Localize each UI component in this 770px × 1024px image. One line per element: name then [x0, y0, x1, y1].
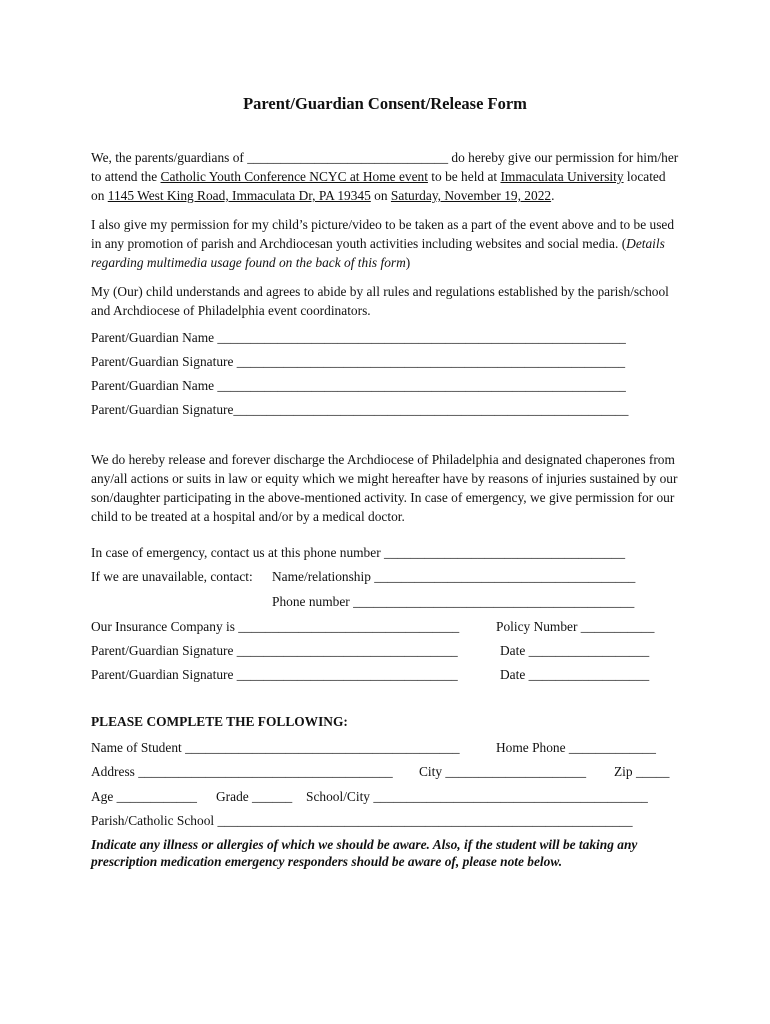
permission-text-2: to be held at: [427, 169, 501, 184]
policy-number-field[interactable]: Policy Number ___________: [496, 619, 655, 634]
age-field[interactable]: Age ____________: [91, 789, 198, 804]
media-details-note: Details regarding multimedia usage found on the back of this form: [91, 236, 665, 270]
illness-allergies-note: Indicate any illness or allergies of which we should be aware. Also, if the student will be taking any prescription medication emergency responders should be aware of, please note below.: [91, 837, 638, 869]
complete-following-heading: PLEASE COMPLETE THE FOLLOWING:: [91, 714, 348, 729]
permission-text-5: .: [551, 188, 555, 203]
parish-school-field[interactable]: Parish/Catholic School ______________________________________________________________: [91, 813, 633, 828]
form-title: Parent/Guardian Consent/Release Form: [243, 94, 527, 113]
parent-signature-3-field[interactable]: Parent/Guardian Signature _________________________________: [91, 643, 458, 658]
permission-text-3: located on: [91, 169, 666, 203]
grade-field[interactable]: Grade ______: [216, 789, 293, 804]
signature-4-date-field[interactable]: Date __________________: [500, 667, 650, 682]
event-name: Catholic Youth Conference NCYC at Home event: [160, 169, 428, 184]
zip-field[interactable]: Zip _____: [614, 764, 670, 779]
release-paragraph: We do hereby release and forever discharge the Archdiocese of Philadelphia and designated chaperones from any/all actions or suits in law or equity which we might hereafter have by reasons of injuries sustained by our son/daughter participating in the above-mentioned activity. In case of emergency, we give permission for our child to be treated at a hospital and/or by a medical doctor.: [91, 452, 678, 524]
media-text: I also give my permission for my child’s picture/video to be taken as a part of the event above and to be used in any promotion of parish and Archdiocesan youth activities including websites and social media.: [91, 217, 675, 251]
address-field[interactable]: Address ______________________________________: [91, 764, 393, 779]
event-location: Immaculata University: [500, 169, 624, 184]
signature-3-date-field[interactable]: Date __________________: [500, 643, 650, 658]
contact-phone-field[interactable]: Phone number __________________________________________: [272, 594, 635, 609]
student-name-field[interactable]: Name of Student _________________________________________: [91, 740, 460, 755]
permission-text-1: We, the parents/guardians of ______________________________ do hereby give our permission for him/her to attend the: [91, 150, 679, 184]
emergency-phone-field[interactable]: In case of emergency, contact us at this phone number ____________________________________: [91, 545, 626, 560]
permission-paragraph: [91, 148, 681, 205]
parent-signature-4-field[interactable]: Parent/Guardian Signature _________________________________: [91, 667, 458, 682]
city-field[interactable]: City _____________________: [419, 764, 587, 779]
insurance-company-field[interactable]: Our Insurance Company is _________________________________: [91, 619, 460, 634]
home-phone-field[interactable]: Home Phone _____________: [496, 740, 656, 755]
permission-text-4: on: [370, 188, 391, 203]
parent-signature-1-field[interactable]: Parent/Guardian Signature __________________________________________________________: [91, 354, 626, 369]
school-city-field[interactable]: School/City _________________________________________: [306, 789, 648, 804]
parent-name-2-field[interactable]: Parent/Guardian Name _____________________________________________________________: [91, 378, 626, 393]
rules-paragraph: My (Our) child understands and agrees to abide by all rules and regulations established by the parish/school and Archdiocese of Philadelphia event coordinators.: [91, 284, 669, 318]
media-open-paren: (: [621, 236, 627, 251]
parent-name-1-field[interactable]: Parent/Guardian Name _____________________________________________________________: [91, 330, 626, 345]
event-date: Saturday, November 19, 2022: [390, 188, 552, 203]
parent-signature-2-field[interactable]: Parent/Guardian Signature___________________________________________________________: [91, 402, 629, 417]
unavailable-contact-label: If we are unavailable, contact:: [91, 569, 253, 584]
media-close-paren: ): [405, 255, 411, 270]
contact-relationship-field[interactable]: Name/relationship _______________________________________: [272, 569, 636, 584]
event-address: 1145 West King Road, Immaculata Dr, PA 19345: [107, 188, 371, 203]
media-paragraph: [91, 215, 681, 272]
